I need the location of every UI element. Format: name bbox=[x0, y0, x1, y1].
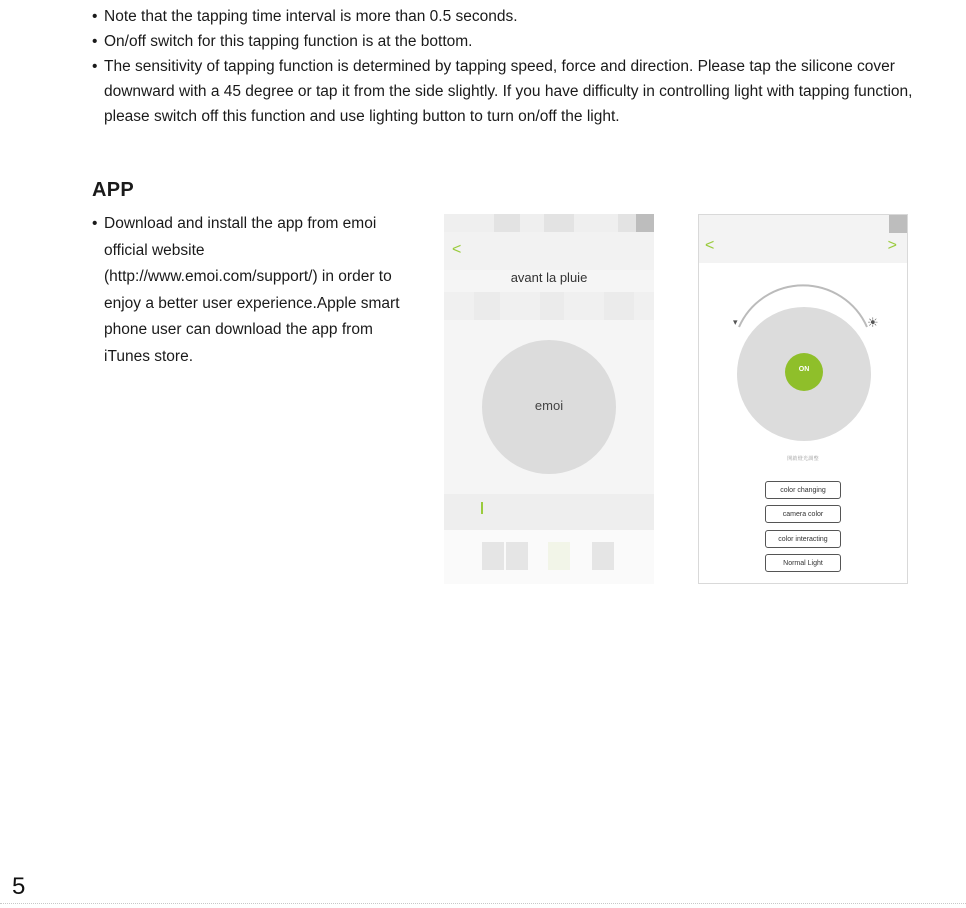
app-paragraph bbox=[92, 211, 422, 370]
app-screenshot-light bbox=[698, 214, 908, 584]
nav-bar bbox=[444, 232, 654, 270]
tab-item[interactable] bbox=[592, 542, 614, 570]
bullet-text: On/off switch for this tapping function is at the bottom. bbox=[104, 33, 473, 50]
camera-color-button[interactable]: camera color bbox=[765, 505, 841, 523]
nav-bar bbox=[699, 233, 907, 263]
lamp-control-circle[interactable] bbox=[482, 340, 616, 474]
lamp-control-circle bbox=[737, 307, 871, 441]
color-changing-button[interactable]: color changing bbox=[765, 481, 841, 499]
divider bbox=[0, 903, 966, 904]
tab-item[interactable] bbox=[482, 542, 504, 570]
list-item bbox=[92, 4, 932, 29]
bullet-icon: • bbox=[92, 8, 98, 25]
list-item bbox=[92, 54, 932, 129]
slider-handle[interactable] bbox=[481, 502, 483, 514]
normal-light-button[interactable]: Normal Light bbox=[765, 554, 841, 572]
status-bar bbox=[444, 214, 654, 232]
scene-title: avant la pluie bbox=[510, 270, 588, 285]
section-heading: APP bbox=[92, 179, 135, 201]
scene-selector[interactable] bbox=[444, 292, 654, 320]
back-icon[interactable]: < bbox=[705, 237, 715, 254]
slider-track[interactable] bbox=[444, 494, 654, 530]
instructions-list bbox=[92, 4, 932, 129]
app-screenshot-main bbox=[444, 214, 654, 584]
bullet-text: The sensitivity of tapping function is determined by tapping speed, force and direction. Please tap the silicone cover downward with a 45 degree or tap it from the side slightly. If you have difficulty in controlling light with tapping function, please switch off this function and use lighting button to turn on/off the light. bbox=[104, 58, 913, 125]
on-label: ON bbox=[798, 366, 810, 373]
bullet-icon: • bbox=[92, 33, 98, 50]
app-description: Download and install the app from emoi official website (http://www.emoi.com/support/) in order to enjoy a better user experience.Apple smart phone user can download the app from iTunes store. bbox=[104, 215, 400, 365]
sun-icon: ☀ bbox=[867, 315, 879, 330]
hint-text: 開啟燈光調整 bbox=[787, 456, 819, 462]
color-interacting-button[interactable]: color interacting bbox=[765, 530, 841, 548]
tab-item[interactable] bbox=[506, 542, 528, 570]
status-bar bbox=[699, 215, 907, 233]
brand-label: emoi bbox=[534, 398, 564, 413]
page-number: 5 bbox=[12, 873, 26, 900]
bottom-tab-bar bbox=[444, 530, 654, 584]
bullet-text: Note that the tapping time interval is more than 0.5 seconds. bbox=[104, 8, 518, 25]
tab-item[interactable] bbox=[548, 542, 570, 570]
forward-icon[interactable]: > bbox=[887, 237, 897, 254]
list-item bbox=[92, 29, 932, 54]
back-icon[interactable]: < bbox=[452, 241, 462, 258]
on-button[interactable] bbox=[785, 353, 823, 391]
bullet-icon: • bbox=[92, 215, 98, 232]
bullet-icon: • bbox=[92, 58, 98, 75]
dim-icon: ▾ bbox=[733, 317, 738, 327]
